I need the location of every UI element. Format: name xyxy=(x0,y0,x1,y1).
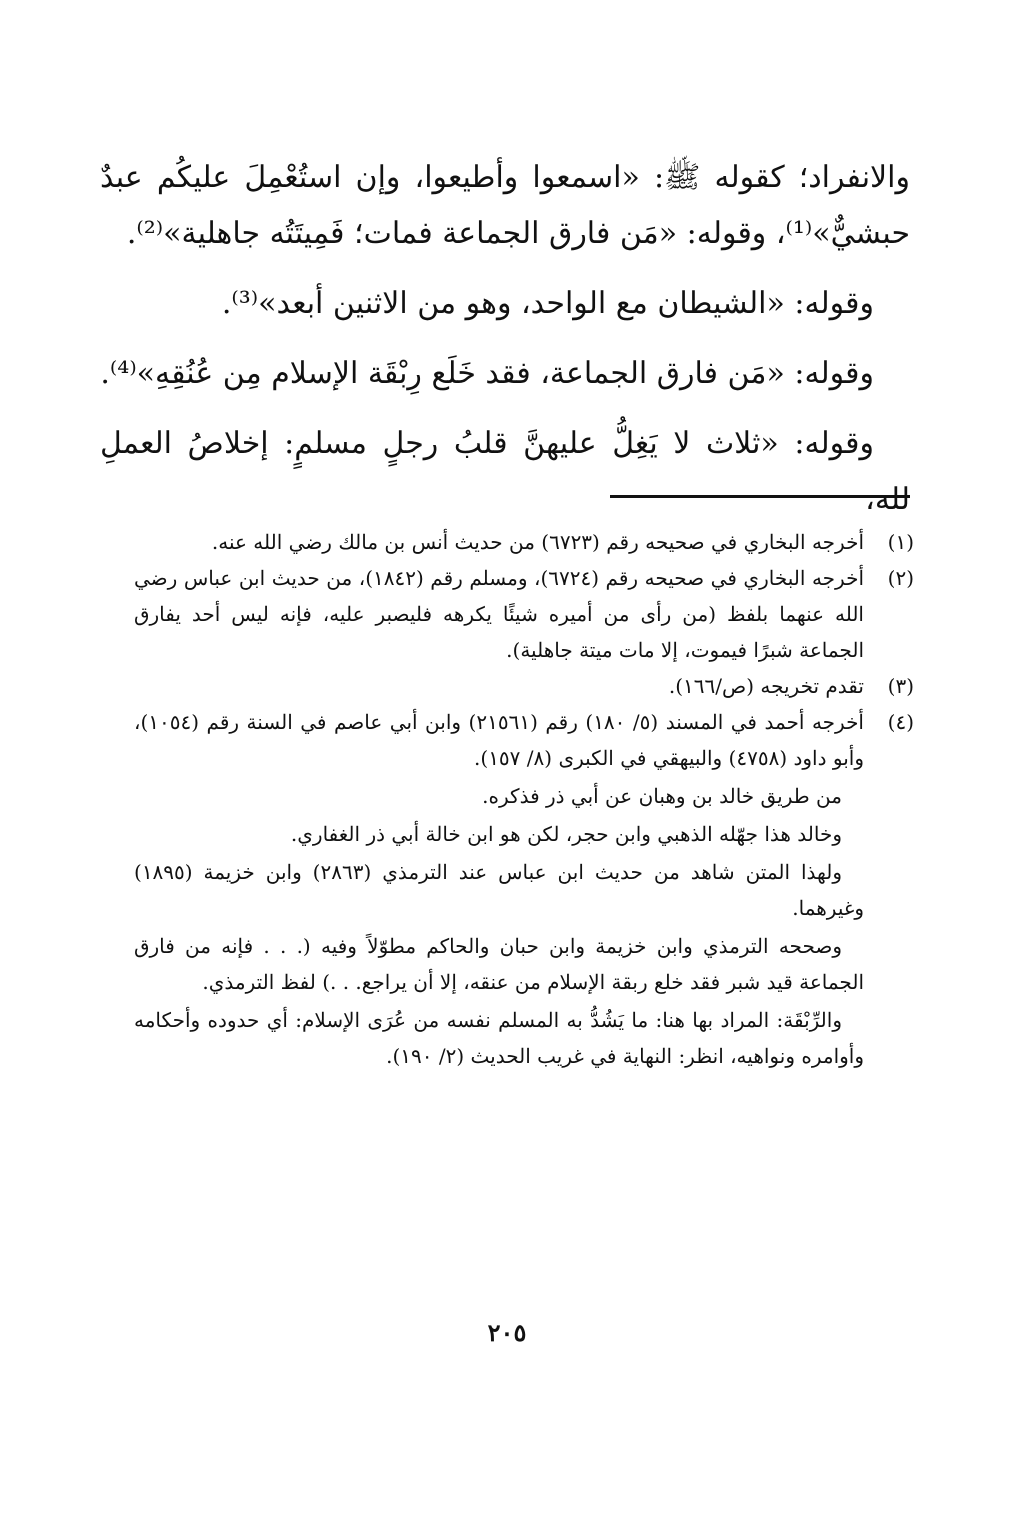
footnote-4 xyxy=(134,704,914,1074)
footnote-2 xyxy=(134,560,914,668)
footnote-text: أخرجه البخاري في صحيحه رقم (٦٧٢٣) من حديث أنس بن مالك رضي الله عنه. xyxy=(211,530,864,554)
main-paragraph-2: وقوله: «الشيطان مع الواحد، وهو من الاثنين أبعد»⁽³⁾. xyxy=(221,286,874,321)
footnotes-section xyxy=(134,524,914,1074)
footnote-body xyxy=(134,524,874,560)
footnote-body xyxy=(134,704,874,1074)
main-paragraph-3: وقوله: «مَن فارق الجماعة، فقد خَلَع رِبْقَة الإسلام مِن عُنُقِهِ»⁽⁴⁾. xyxy=(100,356,874,391)
main-paragraph-1: والانفراد؛ كقوله ﷺ: «اسمعوا وأطيعوا، وإن استُعْمِلَ عليكُم عبدٌ حبشيٌّ»⁽¹⁾، وقوله: «مَن فارق الجماعة فمات؛ فَمِيتَتُه جاهلية»⁽²⁾. xyxy=(100,160,910,251)
footnote-text: من طريق خالد بن وهبان عن أبي ذر فذكره. xyxy=(482,784,842,808)
footnote-text: وصححه الترمذي وابن خزيمة وابن حبان والحاكم مطوّلاً وفيه (. . . فإنه من فارق الجماعة قيد شبر فقد خلع ربقة الإسلام من عنقه، إلا أن يراجع. . .) لفظ الترمذي. xyxy=(134,934,864,994)
footnote-body xyxy=(134,560,874,668)
main-paragraph-4: وقوله: «ثلاث لا يَغِلُّ عليهنَّ قلبُ رجلٍ مسلمٍ: إخلاصُ العملِ لله، xyxy=(100,426,910,517)
page-number: ٢٠٥ xyxy=(487,1318,527,1347)
footnote-separator xyxy=(610,495,910,498)
footnote-text: والرِّبْقَة: المراد بها هنا: ما يَشُدُّ به المسلم نفسه من عُرَى الإسلام: أي حدوده وأحكامه وأوامره ونواهيه، انظر: النهاية في غريب الحديث (٢/ ١٩٠). xyxy=(134,1008,864,1068)
footnote-body xyxy=(134,668,874,704)
footnote-number: (٢) xyxy=(887,566,914,590)
footnote-number: (٣) xyxy=(887,674,914,698)
footnote-text: ولهذا المتن شاهد من حديث ابن عباس عند الترمذي (٢٨٦٣) وابن خزيمة (١٨٩٥) وغيرهما. xyxy=(134,860,864,920)
footnote-text: تقدم تخريجه (ص/١٦٦). xyxy=(668,674,864,698)
footnote-number: (٤) xyxy=(887,710,914,734)
main-text-block xyxy=(100,150,910,542)
footnote-3 xyxy=(134,668,914,704)
footnote-text: أخرجه البخاري في صحيحه رقم (٦٧٢٤)، ومسلم رقم (١٨٤٢)، من حديث ابن عباس رضي الله عنهما بلفظ (من رأى من أميره شيئًا يكرهه فليصبر عليه، فإنه ليس أحد يفارق الجماعة شبرًا فيموت، إلا مات ميتة جاهلية). xyxy=(134,566,864,662)
footnote-text: وخالد هذا جهّله الذهبي وابن حجر، لكن هو ابن خالة أبي ذر الغفاري. xyxy=(290,822,842,846)
footnote-number: (١) xyxy=(887,530,914,554)
footnote-text: أخرجه أحمد في المسند (٥/ ١٨٠) رقم (٢١٥٦١) وابن أبي عاصم في السنة رقم (١٠٥٤)، وأبو داود (٤٧٥٨) والبيهقي في الكبرى (٨/ ١٥٧). xyxy=(134,710,864,770)
footnote-1 xyxy=(134,524,914,560)
